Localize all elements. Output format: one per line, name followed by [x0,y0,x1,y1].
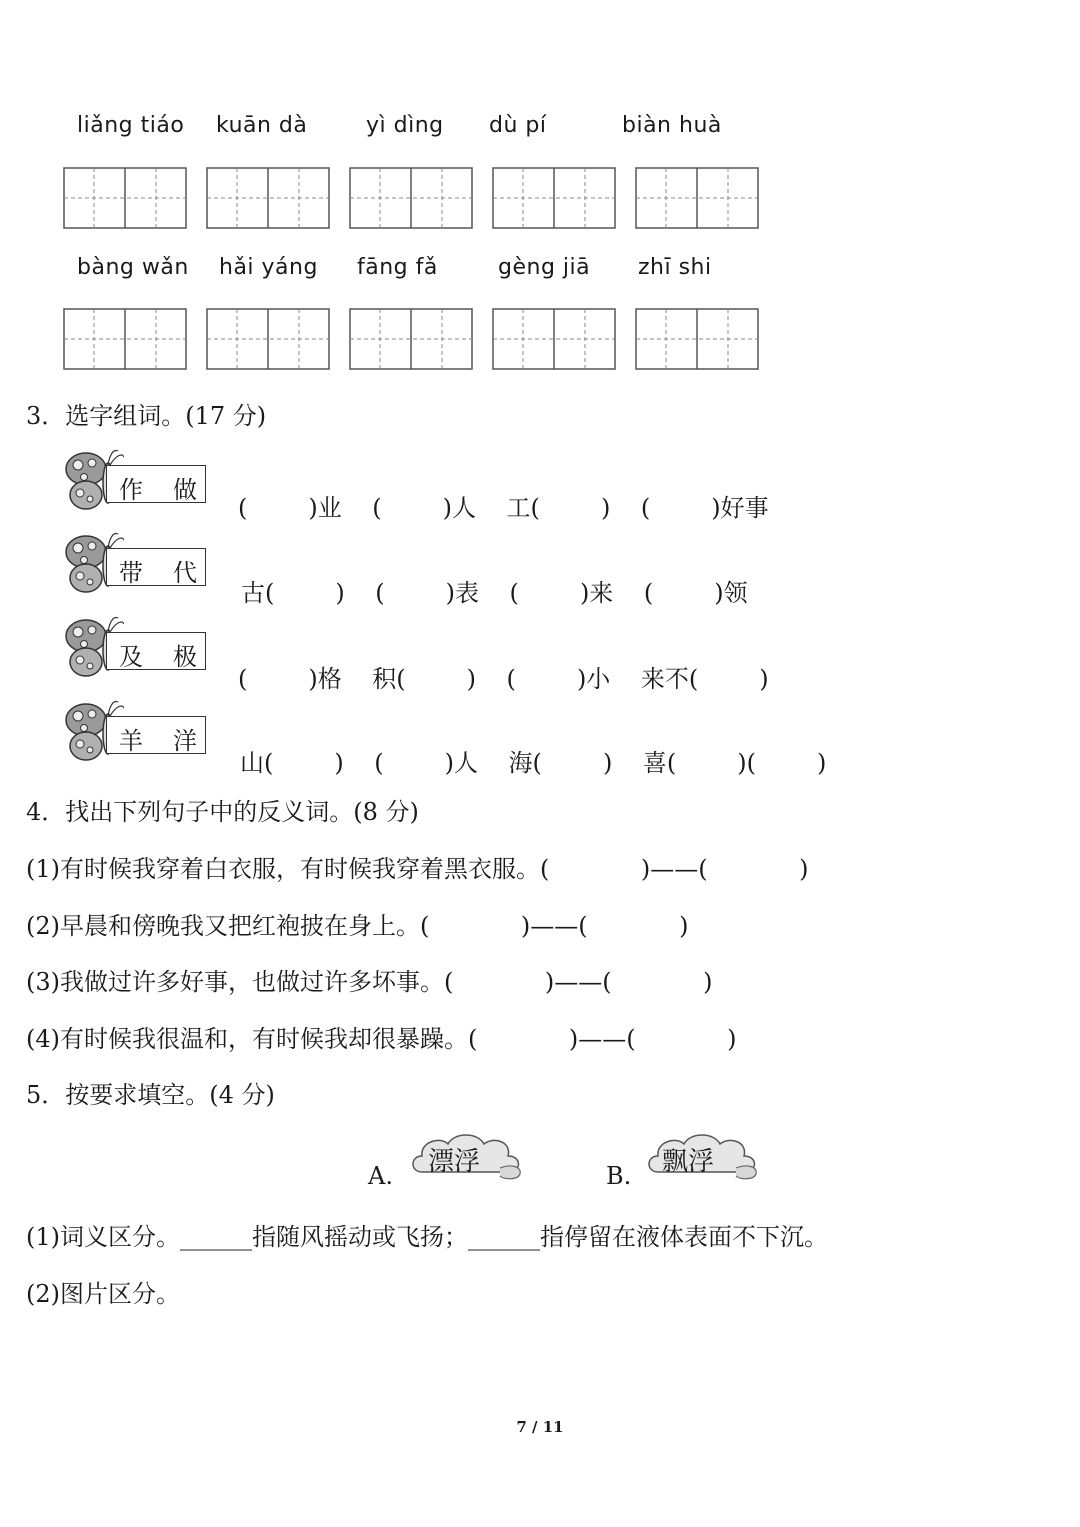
character-choice-box [106,632,206,670]
tianzi-grid[interactable] [63,308,187,370]
option-b [606,1128,766,1190]
choice-char: 洋 [173,727,197,755]
q5-line-2: (2)图片区分。 [26,1280,180,1308]
pinyin-label: kuān dà [216,113,308,138]
pinyin-label: zhī shi [638,255,712,280]
cloud-word: 漂浮 [428,1147,481,1177]
butterfly-card [64,698,214,768]
choice-char: 及 [119,643,143,671]
pinyin-label: liǎng tiáo [77,113,185,138]
pinyin-label: hǎi yáng [219,255,318,280]
pinyin-label: fāng fǎ [357,255,438,280]
choice-char: 代 [173,559,197,587]
pinyin-label: biàn huà [622,113,722,138]
pinyin-label: dù pí [489,113,547,138]
tianzi-grid-lines [635,308,759,370]
pinyin-label: yì dìng [366,113,444,138]
tianzi-grid-lines [349,167,473,229]
choice-row-1 [0,447,1080,522]
tianzi-grid-lines [492,308,616,370]
tianzi-grid[interactable] [206,167,330,229]
page-number: 7 / 11 [516,1418,564,1436]
cloud-word: 飘浮 [662,1147,715,1177]
antonym-sentence-2[interactable]: (2)早晨和傍晚我又把红袍披在身上。( )——( ) [26,912,689,940]
fill-blank-items[interactable]: 山( ) ( )人 海( ) 喜( )( ) [240,749,827,777]
antonym-sentence-1[interactable]: (1)有时候我穿着白衣服，有时候我穿着黑衣服。( )——( ) [26,855,809,883]
character-choice-box [106,716,206,754]
choice-row-4 [0,698,1080,777]
choice-row-2 [0,530,1080,607]
character-choice-box [106,465,206,503]
fill-blank-items[interactable]: ( )格 积( ) ( )小 来不( ) [238,665,769,693]
writing-grid-row-2 [0,308,1080,372]
tianzi-grid[interactable] [492,167,616,229]
tianzi-grid[interactable] [492,308,616,370]
choice-char: 带 [119,559,143,587]
tianzi-grid[interactable] [63,167,187,229]
pinyin-label: gèng jiā [498,255,591,280]
tianzi-grid-lines [63,167,187,229]
writing-grid-row-1 [0,167,1080,231]
choice-char: 做 [173,476,197,504]
pinyin-row-1 [0,113,1080,153]
tianzi-grid[interactable] [349,308,473,370]
tianzi-grid[interactable] [206,308,330,370]
pinyin-label: bàng wǎn [77,255,189,280]
option-a [368,1128,528,1190]
tianzi-grid[interactable] [635,167,759,229]
choice-row-3 [0,614,1080,693]
question-3-title: 3．选字组词。(17 分) [26,402,267,430]
butterfly-card [64,614,214,684]
tianzi-grid[interactable] [349,167,473,229]
choice-char: 作 [119,476,143,504]
tianzi-grid[interactable] [635,308,759,370]
option-letter: A. [368,1162,393,1190]
antonym-sentence-3[interactable]: (3)我做过许多好事，也做过许多坏事。( )——( ) [26,968,713,996]
tianzi-grid-lines [206,308,330,370]
choice-char: 极 [173,643,197,671]
question-4-title: 4．找出下列句子中的反义词。(8 分) [26,798,419,826]
tianzi-grid-lines [349,308,473,370]
question-5-title: 5．按要求填空。(4 分) [26,1081,275,1109]
character-choice-box [106,548,206,586]
tianzi-grid-lines [492,167,616,229]
option-letter: B. [606,1162,632,1190]
q5-line-1[interactable]: (1)词义区分。______指随风摇动或飞扬；______指停留在液体表面不下沉。 [26,1223,828,1251]
choice-char: 羊 [119,727,143,755]
pinyin-row-2 [0,255,1080,295]
butterfly-card [64,447,214,517]
butterfly-card [64,530,214,600]
fill-blank-items[interactable]: ( )业 ( )人 工( ) ( )好事 [238,494,769,522]
tianzi-grid-lines [206,167,330,229]
fill-blank-items[interactable]: 古( ) ( )表 ( )来 ( )领 [241,579,748,607]
antonym-sentence-4[interactable]: (4)有时候我很温和，有时候我却很暴躁。( )——( ) [26,1025,737,1053]
tianzi-grid-lines [635,167,759,229]
tianzi-grid-lines [63,308,187,370]
